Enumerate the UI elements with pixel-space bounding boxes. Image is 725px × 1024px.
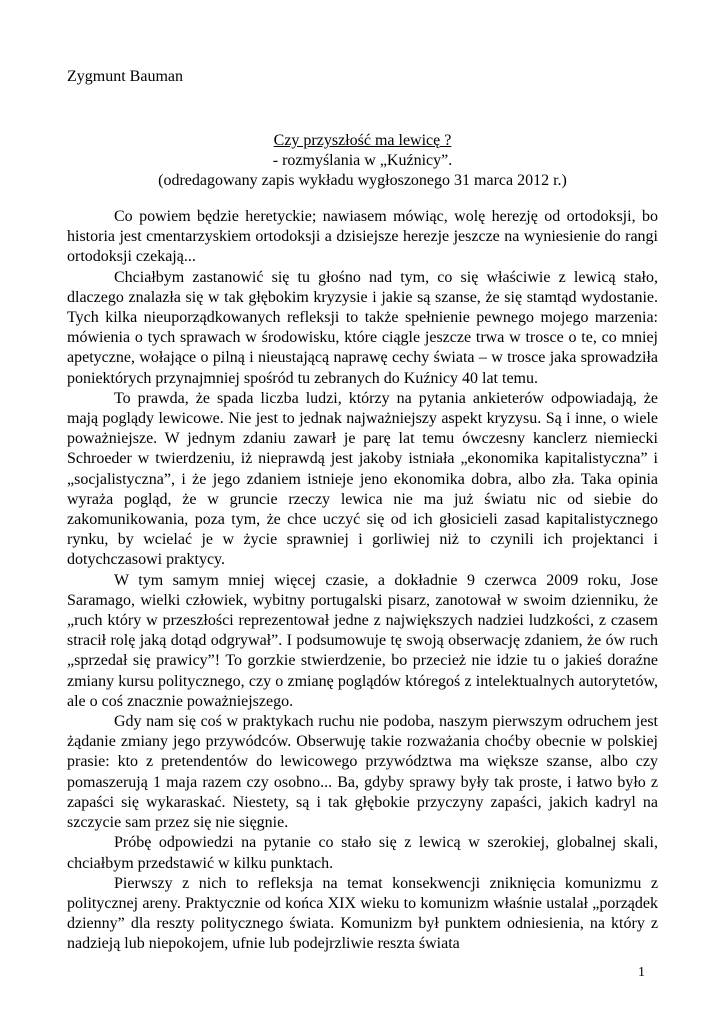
title-block xyxy=(67,131,658,191)
author-name: Zygmunt Bauman xyxy=(67,68,183,85)
document-note: (odredagowany zapis wykładu wygłoszonego 31 marca 2012 r.) xyxy=(158,172,567,189)
paragraph: Pierwszy z nich to refleksja na temat konsekwencji zniknięcia komunizmu z politycznej areny. Praktycznie od końca XIX wieku to komunizm właśnie ustalał „porządek dzienny” dla reszty politycznego świata. Komunizm był punktem odniesienia, na który z nadzieją lub niepokojem, ufnie lub podejrzliwie reszta świata xyxy=(67,874,658,953)
paragraph: To prawda, że spada liczba ludzi, którzy na pytania ankieterów odpowiadają, że mają poglądy lewicowe. Nie jest to jednak najważniejszy aspekt kryzysu. Są i inne, o wiele poważniejsze. W jednym zdaniu zawarł je parę lat temu ówczesny kanclerz niemiecki Schroeder w twierdzeniu, iż nieprawdą jest jakoby istniała „ekonomika kapitalistyczna” i „socjalistyczna”, i że jego zdaniem istnieje jeno ekonomika dobra, albo zła. Taka opinia wyraża pogląd, że w gruncie rzeczy lewica nie ma już światu nic od siebie do zakomunikowania, poza tym, że chce uczyć się od ich głosicieli zasad kapitalistycznego rynku, by wcielać je w życie sprawniej i gorliwiej niż to czynili ich projektanci i dotychczasowi praktycy. xyxy=(67,389,658,569)
paragraph: Co powiem będzie heretyckie; nawiasem mówiąc, wolę herezję od ortodoksji, bo historia jest cmentarzyskiem ortodoksji a dzisiejsze herezje jeszcze na wyniesienie do rangi ortodoksji czekają... xyxy=(67,208,658,266)
document-subtitle: - rozmyślania w „Kuźnicy”. xyxy=(272,152,453,169)
body-text xyxy=(67,207,658,955)
paragraph: Gdy nam się coś w praktykach ruchu nie podoba, naszym pierwszym odruchem jest żądanie zmiany jego przywódców. Obserwuję takie rozważania choćby obecnie w polskiej prasie: kto z pretendentów do lewicowego przywództwa ma większe szanse, albo czy pomaszerują 1 maja razem czy osobno... Ba, gdyby sprawy były tak proste, i łatwo było z zapaści się wykaraskać. Niestety, są i tak głębokie przyczyny zapaści, jakich kadryl na szczycie sam przez się nie sięgnie. xyxy=(67,713,658,832)
document-title: Czy przyszłość ma lewicę ? xyxy=(273,132,452,149)
page-number: 1 xyxy=(638,965,645,980)
paragraph: W tym samym mniej więcej czasie, a dokładnie 9 czerwca 2009 roku, Jose Saramago, wielki człowiek, wybitny portugalski pisarz, zanotował w swoim dzienniku, że „ruch który w przeszłości reprezentował jedne z największych nadziei ludzkości, z czasem stracił rolę jaką dotąd odgrywał”. I podsumowuje tę swoją obserwację zdaniem, że ów ruch „sprzedał się prawicy”! To gorzkie stwierdzenie, bo przecież nie idzie tu o jakieś doraźne zmiany kursu politycznego, czy o zmianę poglądów któregoś z intelektualnych autorytetów, ale o coś znacznie poważniejszego. xyxy=(67,571,658,710)
paragraph: Próbę odpowiedzi na pytanie co stało się z lewicą w szerokiej, globalnej skali, chciałbym przedstawić w kilku punktach. xyxy=(67,834,658,872)
paragraph: Chciałbym zastanowić się tu głośno nad tym, co się właściwie z lewicą stało, dlaczego znalazła się w tak głębokim kryzysie i jakie są szanse, że się stamtąd wydostanie. Tych kilka nieuporządkowanych refleksji to także spełnienie pewnego mojego marzenia: mówienia o tych sprawach w środowisku, które ciągle jeszcze trwa w trosce o te, co mniej apetyczne, wołające o pilną i nieustającą naprawę cechy świata – w trosce jaka sprowadziła poniektórych przynajmniej spośród tu zebranych do Kuźnicy 40 lat temu. xyxy=(67,268,658,387)
